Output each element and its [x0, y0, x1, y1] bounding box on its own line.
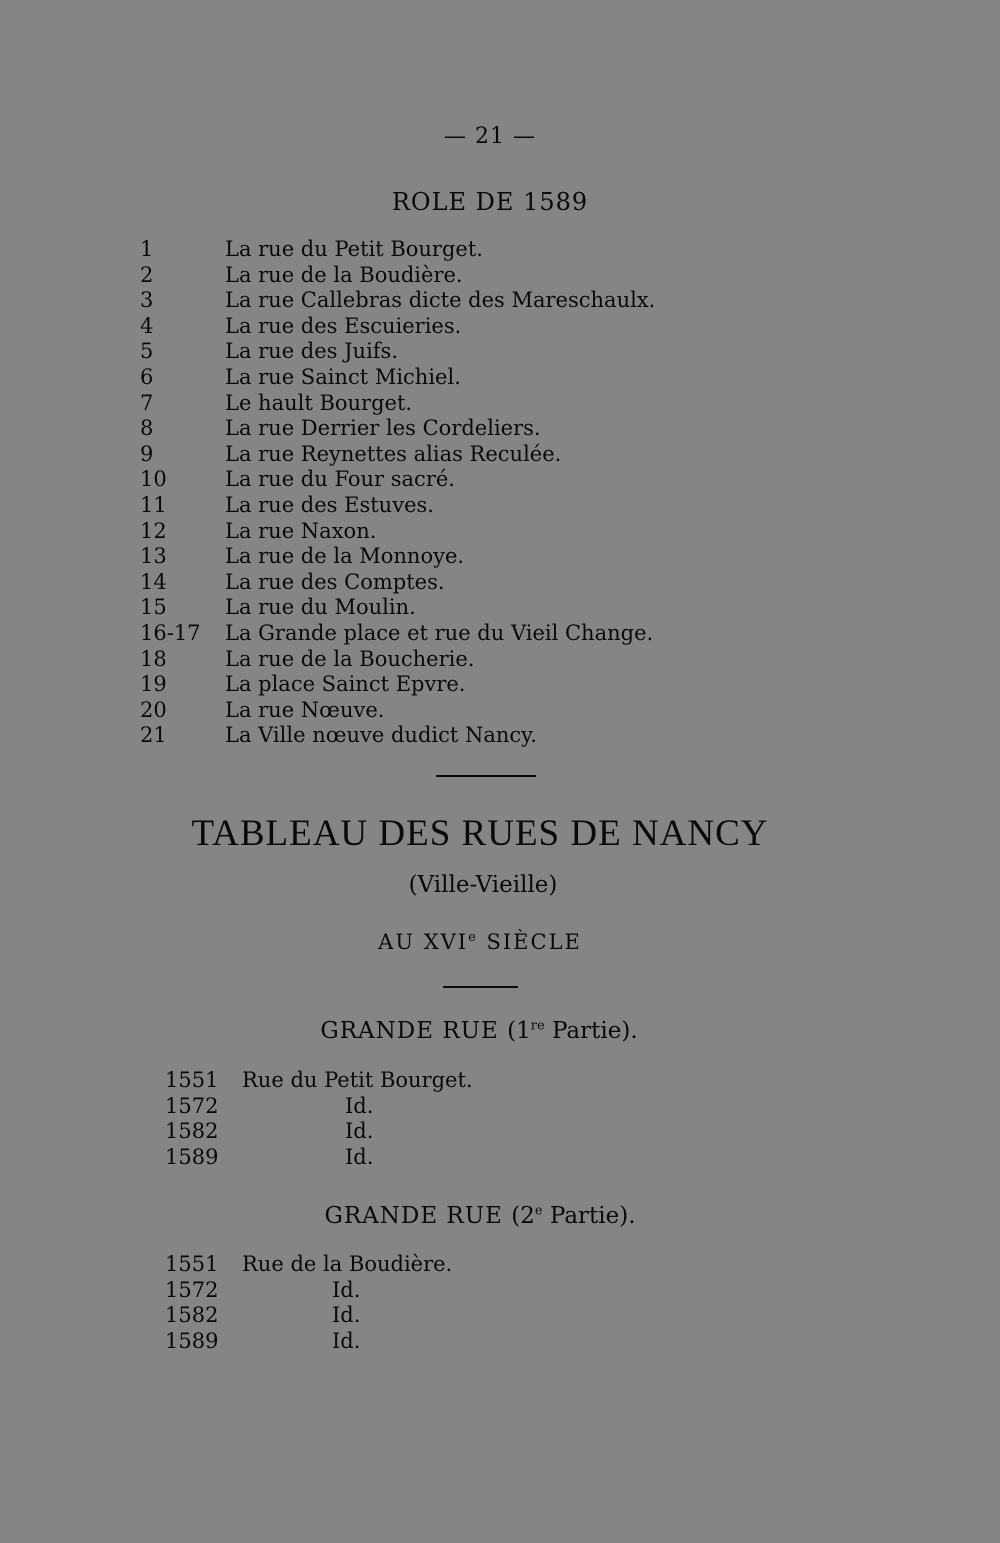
entry-number: 21 — [140, 723, 167, 748]
row-idem: Id. — [345, 1093, 374, 1118]
entry-street: La rue Sainct Michiel. — [225, 364, 461, 389]
entry-street: La rue Callebras dicte des Mareschaulx. — [225, 288, 656, 313]
entry-number: 11 — [140, 492, 167, 517]
entry-street: La rue des Juifs. — [225, 339, 399, 364]
list-item — [140, 647, 780, 673]
entry-street: La rue des Comptes. — [225, 569, 445, 594]
section-part: (2e Partie). — [511, 1203, 636, 1229]
entry-street: La rue des Estuves. — [225, 492, 434, 517]
list-item — [140, 544, 780, 570]
entry-street: La rue des Escuieries. — [225, 313, 462, 338]
entry-number: 4 — [140, 313, 154, 338]
list-item — [140, 672, 780, 698]
section-heading — [0, 1203, 960, 1229]
role-heading: ROLE DE 1589 — [391, 188, 589, 216]
entry-number: 7 — [140, 390, 154, 415]
row-idem: Id. — [332, 1303, 361, 1328]
section-heading-text: GRANDE RUE — [320, 1018, 499, 1044]
entry-number: 1 — [140, 237, 154, 261]
entry-number: 3 — [140, 288, 154, 313]
list-item — [140, 621, 780, 647]
entry-number: 20 — [140, 697, 167, 722]
entry-number: 16-17 — [140, 620, 201, 645]
row-street-name: Rue de la Boudière. — [242, 1252, 453, 1276]
entry-number: 6 — [140, 364, 154, 389]
entry-number: 19 — [140, 672, 167, 697]
entry-street: La rue Reynettes alias Reculée. — [225, 441, 562, 466]
entry-number: 10 — [140, 467, 167, 492]
entry-number: 12 — [140, 518, 167, 543]
row-year: 1589 — [165, 1328, 219, 1353]
list-item — [140, 416, 780, 442]
tableau-title: TABLEAU DES RUES DE NANCY — [191, 813, 769, 854]
entry-street: La rue Nœuve. — [225, 697, 385, 722]
entry-street: La rue de la Boudière. — [225, 262, 463, 287]
entry-street: La rue de la Monnoye. — [225, 544, 465, 569]
entry-street: La rue Derrier les Cordeliers. — [225, 416, 541, 441]
entry-number: 18 — [140, 646, 167, 671]
section-part: (1re Partie). — [507, 1018, 638, 1044]
entry-number: 8 — [140, 416, 154, 441]
section-heading-text: GRANDE RUE — [324, 1203, 503, 1229]
entry-street: La rue du Petit Bourget. — [225, 237, 483, 261]
entry-number: 13 — [140, 544, 167, 569]
row-idem: Id. — [345, 1119, 374, 1144]
table-row — [165, 1145, 565, 1171]
list-item — [140, 519, 780, 545]
separator-rule — [443, 986, 518, 988]
year-table — [165, 1068, 565, 1170]
row-year: 1551 — [165, 1252, 219, 1276]
list-item — [140, 595, 780, 621]
entry-number: 5 — [140, 339, 154, 364]
entry-number: 15 — [140, 595, 167, 620]
tableau-century — [0, 930, 960, 954]
section-heading — [0, 1018, 958, 1044]
entry-street: La Ville nœuve dudict Nancy. — [225, 723, 537, 748]
list-item — [140, 698, 780, 724]
entry-number: 14 — [140, 569, 167, 594]
row-year: 1582 — [165, 1119, 219, 1144]
entry-street: La rue de la Boucherie. — [225, 646, 475, 671]
role-list — [140, 237, 780, 749]
separator-rule — [436, 775, 536, 777]
entry-street: La rue Naxon. — [225, 518, 377, 543]
row-year: 1572 — [165, 1277, 219, 1302]
table-row — [165, 1068, 565, 1094]
table-row — [165, 1252, 565, 1278]
table-row — [165, 1329, 565, 1355]
entry-street: La Grande place et rue du Vieil Change. — [225, 620, 654, 645]
list-item — [140, 288, 780, 314]
entry-number: 2 — [140, 262, 154, 287]
year-table — [165, 1252, 565, 1354]
table-row — [165, 1119, 565, 1145]
row-year: 1572 — [165, 1093, 219, 1118]
list-item — [140, 493, 780, 519]
row-year: 1551 — [165, 1068, 219, 1092]
list-item — [140, 723, 780, 749]
row-idem: Id. — [332, 1277, 361, 1302]
page-number: — 21 — — [444, 124, 536, 149]
list-item — [140, 365, 780, 391]
century-superscript: e — [468, 930, 478, 945]
century-prefix: AU XVI — [378, 930, 469, 954]
entry-number: 9 — [140, 441, 154, 466]
entry-street: La rue du Four sacré. — [225, 467, 455, 492]
list-item — [140, 391, 780, 417]
list-item — [140, 339, 780, 365]
table-row — [165, 1278, 565, 1304]
table-row — [165, 1094, 565, 1120]
list-item — [140, 570, 780, 596]
entry-street: Le hault Bourget. — [225, 390, 413, 415]
list-item — [140, 263, 780, 289]
row-idem: Id. — [345, 1144, 374, 1169]
list-item — [140, 237, 780, 263]
row-year: 1589 — [165, 1144, 219, 1169]
list-item — [140, 442, 780, 468]
entry-street: La rue du Moulin. — [225, 595, 416, 620]
row-year: 1582 — [165, 1303, 219, 1328]
list-item — [140, 467, 780, 493]
century-suffix: SIÈCLE — [477, 930, 582, 954]
entry-street: La place Sainct Epvre. — [225, 672, 466, 697]
row-idem: Id. — [332, 1328, 361, 1353]
table-row — [165, 1303, 565, 1329]
list-item — [140, 314, 780, 340]
row-street-name: Rue du Petit Bourget. — [242, 1068, 473, 1092]
tableau-subtitle: (Ville-Vieille) — [408, 872, 558, 898]
